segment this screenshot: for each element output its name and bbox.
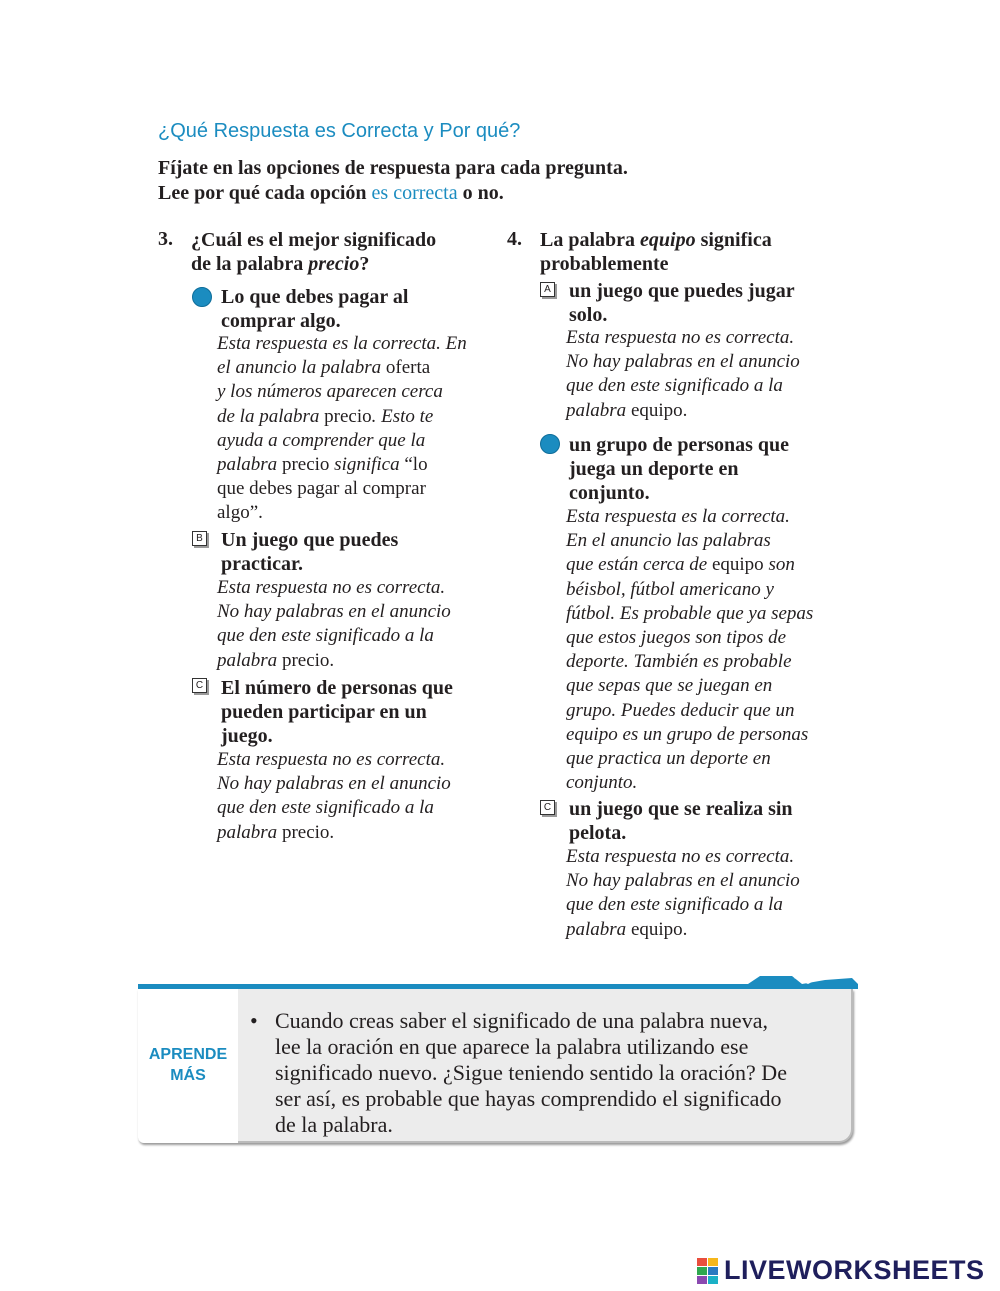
- question-4-text: La palabra equipo significa probablemente: [540, 229, 772, 275]
- q3-option-b: Un juego que puedes practicar.: [221, 529, 399, 575]
- q3-option-c: El número de personas que pueden participar en un juego.: [221, 677, 453, 747]
- q3-option-c-explanation: Esta respuesta no es correcta. No hay palabras en el anuncio que den este significado a la palabra precio.: [217, 749, 451, 843]
- option-c-marker: C: [540, 800, 555, 815]
- section-heading: ¿Qué Respuesta es Correcta y Por qué?: [158, 120, 521, 142]
- liveworksheets-logo: LIVEWORKSHEETS: [724, 1255, 985, 1285]
- intro-line-2: Lee por qué cada opción es correcta o no.: [158, 182, 504, 204]
- aprende-tip: • Cuando creas saber el significado de una palabra nueva, lee la oración en que aparece la palabra utilizando ese significado nuevo. ¿Sigue teniendo sentido la oración? De ser así, es probable que hayas comprendido el significado de la palabra.: [250, 1008, 787, 1137]
- correct-answer-marker: [192, 287, 212, 307]
- bullet: •: [250, 1008, 258, 1033]
- q3-option-a: Lo que debes pagar al comprar algo.: [221, 286, 409, 332]
- intro-accent: es correcta: [371, 182, 458, 204]
- intro-text: [158, 156, 628, 206]
- correct-answer-marker: [540, 434, 560, 454]
- q4-option-b-explanation: Esta respuesta es la correcta. En el anuncio las palabras que están cerca de equipo son béisbol, fútbol americano y fútbol. Es probable que ya sepas que estos juegos son tipos de deporte. También es probable que sepas que se juegan en grupo. Puedes deducir que un equipo es un grupo de personas que practica un deporte en conjunto.: [566, 506, 814, 794]
- intro-line-1: Fíjate en las opciones de respuesta para cada pregunta.: [158, 157, 628, 179]
- question-3-text: ¿Cuál es el mejor significado de la palabra precio?: [191, 229, 437, 275]
- q4-option-b: un grupo de personas que juega un deporte en conjunto.: [569, 434, 790, 504]
- aprende-label: APRENDE MÁS: [148, 1046, 228, 1084]
- q4-option-c-explanation: Esta respuesta no es correcta. No hay palabras en el anuncio que den este significado a la palabra equipo.: [566, 846, 800, 940]
- q3-option-b-explanation: Esta respuesta no es correcta. No hay palabras en el anuncio que den este significado a la palabra precio.: [217, 577, 451, 671]
- q4-option-c: un juego que se realiza sin pelota.: [569, 798, 793, 844]
- question-3-number: 3.: [158, 228, 173, 250]
- q4-option-a-explanation: Esta respuesta no es correcta. No hay palabras en el anuncio que den este significado a la palabra equipo.: [566, 327, 800, 421]
- option-a-marker: A: [540, 282, 555, 297]
- option-c-marker: C: [192, 678, 207, 693]
- option-b-marker: B: [192, 531, 207, 546]
- liveworksheets-logo-icon: [697, 1258, 719, 1284]
- question-4-number: 4.: [507, 228, 522, 250]
- bar-decoration: [730, 974, 860, 990]
- q3-option-a-explanation: Esta respuesta es la correcta. En el anuncio la palabra oferta y los números aparecen cerca de la palabra precio. Esto te ayuda a comprender que la palabra precio significa “lo que debes pagar al comprar algo”.: [217, 333, 467, 524]
- q4-option-a: un juego que puedes jugar solo.: [569, 280, 795, 326]
